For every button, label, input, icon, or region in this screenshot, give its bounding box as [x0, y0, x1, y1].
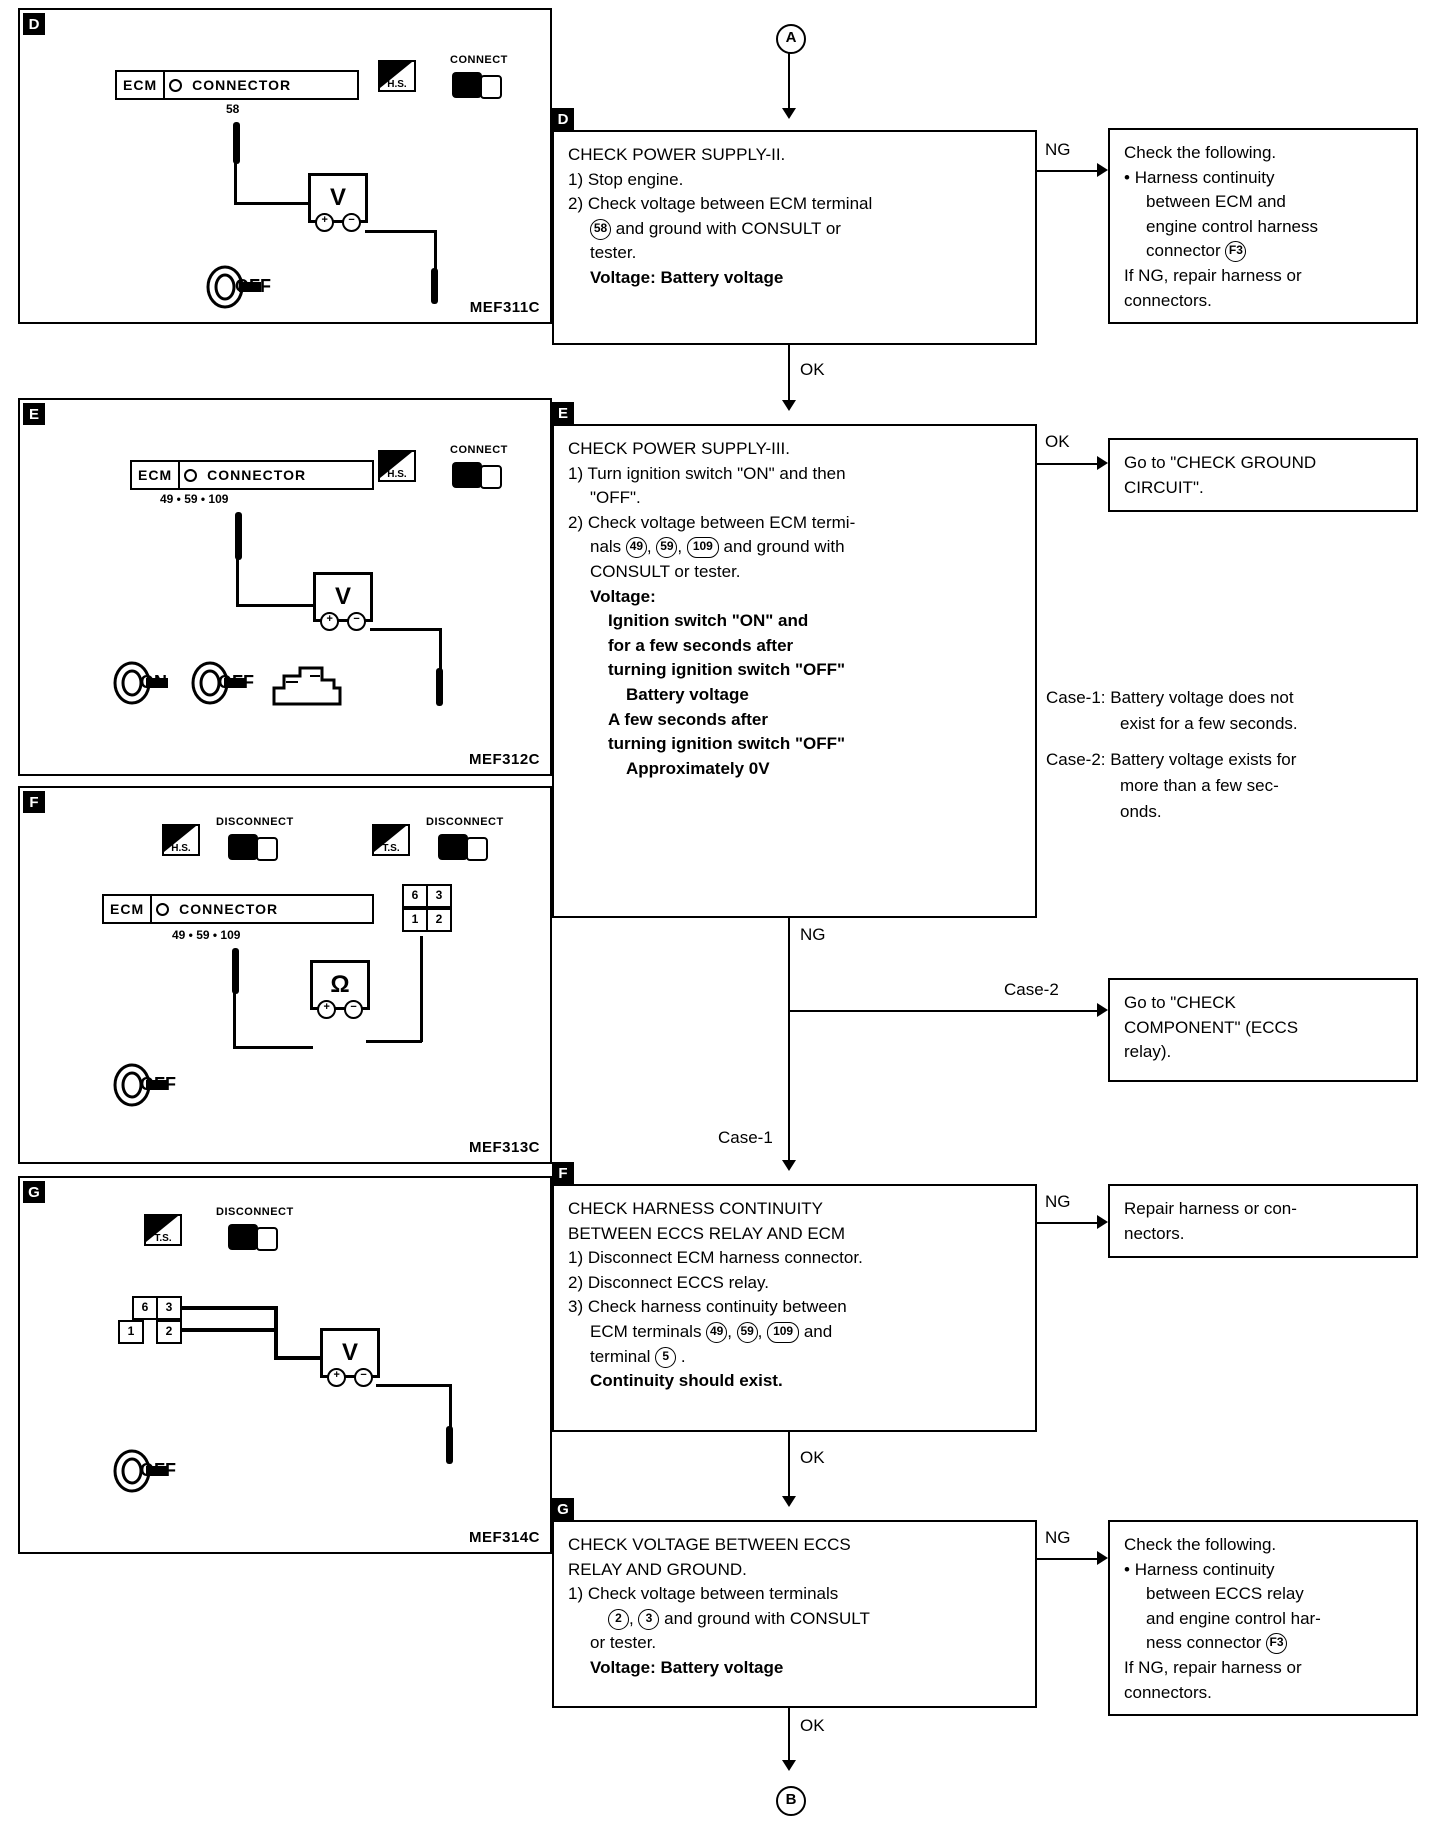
case-1-legend-cont: exist for a few seconds. — [1120, 714, 1298, 733]
meter-polarity-e: + − — [316, 612, 370, 631]
step-f-box — [552, 1184, 1037, 1432]
arrow-d-ok — [782, 400, 796, 411]
step-f-line-3: 3) Check harness continuity between — [568, 1297, 847, 1317]
hs-label-e: H.S. — [387, 469, 407, 480]
terminal-ref-49: 49 — [626, 537, 647, 558]
illustration-d-letter: D — [23, 13, 45, 35]
result-f-box — [1108, 1184, 1418, 1258]
line-g-ok — [788, 1708, 790, 1766]
key-state-d: OFF — [235, 276, 271, 296]
step-g-line-1: 1) Check voltage between terminals — [568, 1584, 839, 1604]
step-d-title: CHECK POWER SUPPLY-II. — [568, 145, 786, 164]
result-g-box — [1108, 1520, 1418, 1716]
wire-g-h1 — [180, 1306, 278, 1310]
step-f-line-5: terminal 5 . — [568, 1346, 1021, 1369]
disconnect-caption-f2: DISCONNECT — [426, 816, 504, 828]
meter-symbol-d: V — [329, 184, 346, 211]
label-case-1: Case-1 — [718, 1128, 773, 1147]
wire-g-v2 — [449, 1384, 452, 1428]
label-case-2: Case-2 — [1004, 980, 1059, 999]
voltmeter-g — [320, 1328, 380, 1381]
ecm-connector-bar-f — [102, 894, 374, 924]
arrow-f-ok — [782, 1496, 796, 1507]
line-d-ng — [1037, 170, 1099, 172]
case-2-legend-cont: more than a few sec- — [1120, 776, 1279, 795]
case-2-label: Case-2: — [1046, 750, 1106, 769]
ignition-key-off-d — [203, 262, 271, 317]
ecm-label-e: ECM — [138, 467, 173, 483]
connector-icon-d — [452, 72, 482, 98]
case-2-legend — [1046, 750, 1426, 770]
wire-e-h1 — [236, 604, 316, 607]
illustration-code-f: MEF313C — [468, 1139, 540, 1156]
arrow-g-ng — [1097, 1551, 1108, 1565]
probe-d-2 — [431, 268, 438, 304]
step-e-line-5: CONSULT or tester. — [590, 562, 741, 582]
step-e-title: CHECK POWER SUPPLY-III. — [568, 439, 790, 458]
step-f-title-1: CHECK HARNESS CONTINUITY — [568, 1199, 824, 1218]
connector-icon-g — [228, 1224, 258, 1250]
probe-g — [446, 1426, 453, 1464]
ts-badge-f — [372, 824, 410, 856]
illustration-e — [18, 398, 552, 776]
result-d-line-4: engine control harness — [1146, 216, 1319, 236]
wire-g-h2 — [180, 1328, 278, 1332]
line-g-ng — [1037, 1558, 1099, 1560]
arrow-g-ok — [782, 1760, 796, 1771]
relay-pin-2-g: 2 — [156, 1320, 182, 1344]
step-d-box — [552, 130, 1037, 345]
disconnect-caption-g: DISCONNECT — [216, 1206, 294, 1218]
line-d-ok — [788, 345, 790, 405]
divider — [150, 896, 152, 922]
label-e-ok: OK — [1045, 432, 1070, 451]
ohmmeter-f — [310, 960, 370, 1013]
entry-reference-a: A — [776, 24, 806, 54]
wire-e-h2 — [370, 628, 442, 631]
illustration-f-letter: F — [23, 791, 45, 813]
step-e-value-2: Approximately 0V — [626, 758, 770, 778]
probe-f-1 — [232, 948, 239, 994]
terminal-ref-3-g: 3 — [638, 1609, 659, 1630]
result-e-line-1: Go to "CHECK GROUND — [1124, 453, 1317, 472]
step-d-line-3 — [568, 218, 1021, 241]
wire-d-h1 — [234, 202, 312, 205]
relay-pin-3-f: 3 — [426, 884, 452, 908]
step-e-cond-3: turning ignition switch "OFF" — [608, 660, 846, 680]
step-e-cond-5: turning ignition switch "OFF" — [608, 734, 846, 754]
step-e-cond-1: Ignition switch "ON" and — [608, 611, 809, 631]
step-e-line-1: 1) Turn ignition switch "ON" and then — [568, 463, 846, 483]
ts-label-f: T.S. — [382, 843, 400, 854]
step-d-letter: D — [552, 108, 574, 130]
wire-f-v1 — [233, 992, 236, 1048]
ignition-key-off-g — [110, 1446, 176, 1501]
result-d-line-5: connector F3 — [1124, 240, 1402, 263]
ignition-key-off-e — [188, 658, 254, 713]
ecm-label-f: ECM — [110, 901, 145, 917]
wire-g-v1 — [274, 1306, 278, 1360]
case-2-legend-cont2: onds. — [1120, 802, 1162, 821]
label-f-ng: NG — [1045, 1192, 1071, 1211]
terminal-ref-5-f: 5 — [655, 1347, 676, 1368]
wire-e-v1 — [236, 558, 239, 606]
result-g-line-1: Check the following. — [1124, 1535, 1277, 1554]
wire-g-h4 — [376, 1384, 452, 1387]
connector-dot-d — [169, 79, 182, 92]
relay-pin-6-g: 6 — [132, 1296, 158, 1320]
hs-label-f: H.S. — [171, 843, 191, 854]
step-g-box — [552, 1520, 1037, 1708]
key-state-off-e: OFF — [218, 672, 254, 692]
wire-f-h1 — [233, 1046, 313, 1049]
case-2-text-1: Battery voltage exists for — [1110, 750, 1297, 769]
illustration-code-e: MEF312C — [468, 751, 540, 768]
terminal-ref-59: 59 — [656, 537, 677, 558]
result-d-line-1: Check the following. — [1124, 143, 1277, 162]
step-g-voltage: Voltage: Battery voltage — [590, 1658, 784, 1678]
step-e-voltage-header: Voltage: — [590, 586, 656, 606]
step-e-box — [552, 424, 1037, 918]
step-g-line-3: or tester. — [590, 1633, 657, 1653]
probe-e — [235, 512, 242, 560]
terminal-label-e: 49 • 59 • 109 — [160, 492, 229, 506]
step-f-letter: F — [552, 1162, 574, 1184]
relay-pin-6-f: 6 — [402, 884, 428, 908]
result-g-line-7: connectors. — [1124, 1682, 1212, 1702]
result-f-line-2: nectors. — [1124, 1223, 1185, 1243]
hs-badge-e — [378, 450, 416, 482]
result-d-line-3: between ECM and — [1146, 192, 1286, 212]
result-d-line-6: If NG, repair harness or — [1124, 266, 1302, 286]
ignition-key-off-f — [110, 1060, 176, 1115]
disconnect-caption-f1: DISCONNECT — [216, 816, 294, 828]
result-d-line-7: connectors. — [1124, 290, 1212, 310]
label-g-ok: OK — [800, 1716, 825, 1735]
result-g-line-6: If NG, repair harness or — [1124, 1658, 1302, 1678]
meter-polarity-f: + − — [313, 1000, 367, 1019]
arrow-d-ng — [1097, 163, 1108, 177]
step-g-letter: G — [552, 1498, 574, 1520]
step-d-line-4: tester. — [590, 243, 637, 263]
label-d-ok: OK — [800, 360, 825, 379]
label-g-ng: NG — [1045, 1528, 1071, 1547]
label-f-ok: OK — [800, 1448, 825, 1467]
step-f-continuity: Continuity should exist. — [590, 1371, 783, 1391]
result-e-line-2: CIRCUIT". — [1124, 477, 1204, 497]
step-e-letter: E — [552, 402, 574, 424]
connect-caption-e: CONNECT — [450, 444, 508, 456]
divider — [178, 462, 180, 488]
step-g-line-2: 2 , 3 and ground with CONSULT — [568, 1608, 1021, 1631]
probe-e-2 — [436, 668, 443, 706]
ecm-connector-bar-d — [115, 70, 359, 100]
meter-polarity-d: + − — [311, 213, 365, 232]
terminal-ref-109: 109 — [687, 537, 719, 558]
connector-icon-f1 — [228, 834, 258, 860]
connector-dot-f — [156, 903, 169, 916]
meter-symbol-e: V — [334, 583, 351, 610]
step-e-line-3: 2) Check voltage between ECM termi- — [568, 512, 856, 532]
connect-caption-d: CONNECT — [450, 54, 508, 66]
terminal-label-f: 49 • 59 • 109 — [172, 928, 241, 942]
voltmeter-e — [313, 572, 373, 625]
meter-symbol-g: V — [341, 1339, 358, 1366]
relay-pin-3-g: 3 — [156, 1296, 182, 1320]
result-f-line-1: Repair harness or con- — [1124, 1199, 1297, 1218]
result-case2-line-2: COMPONENT" (ECCS — [1124, 1017, 1299, 1037]
illustration-e-letter: E — [23, 403, 45, 425]
terminal-ref-58: 58 — [590, 219, 611, 240]
terminal-ref-2-g: 2 — [608, 1609, 629, 1630]
illustration-g-letter: G — [23, 1181, 45, 1203]
relay-pin-1-g: 1 — [118, 1320, 144, 1344]
probe-d — [233, 122, 240, 164]
hs-badge-f — [162, 824, 200, 856]
relay-pin-2-f: 2 — [426, 908, 452, 932]
ts-badge-g — [144, 1214, 182, 1246]
result-e-box — [1108, 438, 1418, 512]
ts-label-g: T.S. — [154, 1233, 172, 1244]
key-state-g: OFF — [140, 1460, 176, 1480]
voltmeter-d — [308, 173, 368, 226]
meter-symbol-f: Ω — [330, 971, 350, 998]
result-g-line-2: • Harness continuity — [1124, 1559, 1275, 1579]
step-d-line-3-text: and ground with CONSULT or — [615, 218, 841, 238]
hs-badge-d — [378, 60, 416, 92]
step-e-cond-2: for a few seconds after — [608, 635, 794, 655]
meter-polarity-g: + − — [323, 1368, 377, 1387]
terminal-label-d: 58 — [226, 102, 240, 116]
step-f-line-2: 2) Disconnect ECCS relay. — [568, 1272, 769, 1292]
result-g-line-3: between ECCS relay — [1146, 1584, 1304, 1604]
wire-e-v2 — [439, 628, 442, 670]
ignition-key-on-e — [110, 658, 172, 713]
case-1-legend — [1046, 688, 1426, 708]
terminal-ref-59-f: 59 — [737, 1322, 758, 1343]
wire-d-v1 — [234, 162, 237, 204]
wire-d-h2 — [365, 230, 437, 233]
key-state-on-e: ON — [140, 672, 167, 692]
illustration-g — [18, 1176, 552, 1554]
wire-f-v2 — [420, 936, 423, 1042]
step-g-title-1: CHECK VOLTAGE BETWEEN ECCS — [568, 1535, 851, 1554]
result-d-box — [1108, 128, 1418, 324]
hs-label-d: H.S. — [387, 79, 407, 90]
step-f-title-2: BETWEEN ECCS RELAY AND ECM — [568, 1223, 846, 1243]
label-e-ng: NG — [800, 925, 826, 944]
divider — [163, 72, 165, 98]
result-case2-line-3: relay). — [1124, 1042, 1172, 1062]
terminal-ref-49-f: 49 — [706, 1322, 727, 1343]
illustration-d — [18, 8, 552, 324]
wire-d-v2 — [434, 230, 437, 270]
step-d-line-2: 2) Check voltage between ECM terminal — [568, 194, 873, 214]
step-f-line-4: ECM terminals 49 , 59 , 109 and — [568, 1321, 1021, 1344]
step-f-line-1: 1) Disconnect ECM harness connector. — [568, 1248, 863, 1268]
step-g-title-2: RELAY AND GROUND. — [568, 1559, 747, 1579]
connector-label-f: CONNECTOR — [179, 901, 279, 917]
step-e-line-4: nals 49 , 59 , 109 and ground with — [568, 536, 1021, 559]
step-e-cond-4: A few seconds after — [608, 709, 768, 729]
result-case2-line-1: Go to "CHECK — [1124, 993, 1236, 1012]
exit-reference-b: B — [776, 1786, 806, 1816]
arrow-f-ng — [1097, 1215, 1108, 1229]
label-d-ng: NG — [1045, 140, 1071, 159]
harness-connector-ref-f3: F3 — [1225, 241, 1246, 262]
connector-label-d: CONNECTOR — [192, 77, 292, 93]
key-state-f: OFF — [140, 1074, 176, 1094]
case-1-text-1: Battery voltage does not — [1110, 688, 1294, 707]
step-d-voltage: Voltage: Battery voltage — [590, 268, 784, 288]
step-e-value-1: Battery voltage — [626, 685, 749, 705]
result-g-line-5: ness connector F3 — [1124, 1632, 1402, 1655]
ecm-label-d: ECM — [123, 77, 158, 93]
result-g-line-4: and engine control har- — [1146, 1608, 1321, 1628]
wire-f-h2 — [366, 1040, 422, 1043]
line-f-ng — [1037, 1222, 1099, 1224]
step-e-line-2: "OFF". — [590, 488, 641, 508]
case-1-label: Case-1: — [1046, 688, 1106, 707]
illustration-code-g: MEF314C — [468, 1529, 540, 1546]
result-case2-box — [1108, 978, 1418, 1082]
illustration-f — [18, 786, 552, 1164]
result-d-line-2: • Harness continuity — [1124, 167, 1275, 187]
engine-icon-e — [268, 658, 342, 715]
connector-dot-e — [184, 469, 197, 482]
arrow-e-ok — [1097, 456, 1108, 470]
connector-icon-e — [452, 462, 482, 488]
harness-connector-ref-f3-g: F3 — [1266, 1633, 1287, 1654]
ecm-connector-bar-e — [130, 460, 374, 490]
line-e-ng — [788, 918, 790, 1166]
arrow-case1-down — [782, 1160, 796, 1171]
relay-pin-1-f: 1 — [402, 908, 428, 932]
line-e-ok — [1037, 463, 1099, 465]
line-f-ok — [788, 1432, 790, 1502]
illustration-code-d: MEF311C — [469, 299, 540, 316]
connector-icon-f2 — [438, 834, 468, 860]
terminal-ref-109-f: 109 — [767, 1322, 799, 1343]
arrow-a-down — [782, 108, 796, 119]
arrow-case2 — [1097, 1003, 1108, 1017]
connector-label-e: CONNECTOR — [207, 467, 307, 483]
line-a-down — [788, 52, 790, 110]
line-case2 — [788, 1010, 1100, 1012]
step-d-line-1: 1) Stop engine. — [568, 169, 684, 189]
